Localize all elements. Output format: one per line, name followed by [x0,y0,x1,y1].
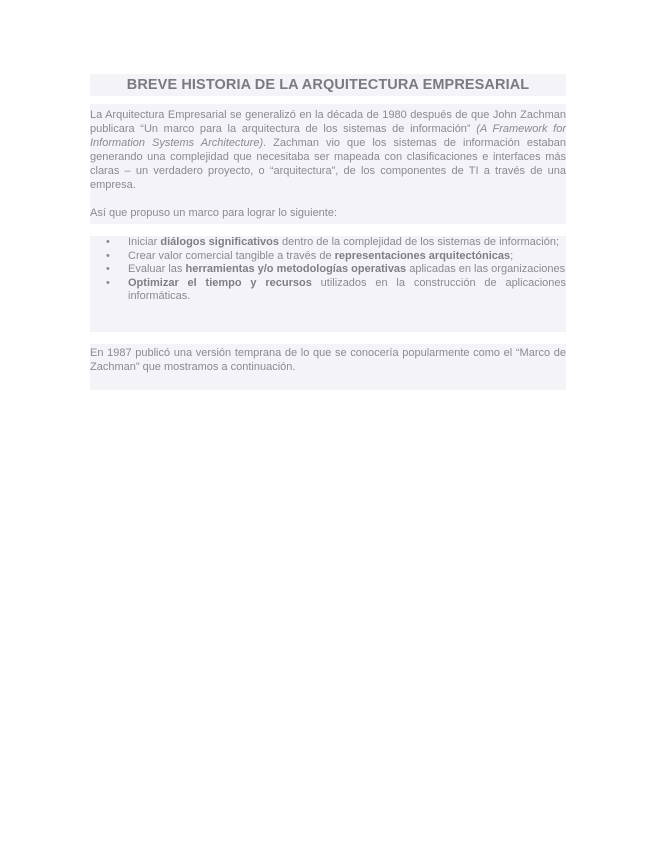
bullet-icon: • [106,263,110,275]
list-item-bold: herramientas y/o metodologías operativas [185,263,407,275]
list-item [106,249,566,264]
intro-section [90,104,566,224]
intro-text-start: La Arquitectura Empresarial se generalizó en la década de 1980 después de que John Zachman publicara “Un marco para la arquitectura de los sistemas de información” [90,109,566,135]
list-item-text: aplicadas en las organizaciones [406,263,566,275]
list-item-text: ; [510,249,514,262]
list-item-bold: representaciones arquitectónicas [334,249,511,262]
list-item-bold: diálogos significativos [160,236,279,248]
closing-section [90,344,566,390]
list-item-text: utilizados en la construcción de aplicaciones informáticas. [128,276,566,302]
list-item [106,236,566,250]
list-item [106,276,566,304]
list-item [106,263,566,277]
closing-paragraph: En 1987 publicó una versión temprana de lo que se conocería popularmente como el “Marco de Zachman” que mostramos a continuación. [90,347,566,373]
bullet-icon: • [106,236,110,248]
list-item-text: Evaluar las [128,263,186,275]
lead-paragraph: Así que propuso un marco para lograr lo siguiente: [90,207,338,219]
intro-italic-title: (A Framework for Information Systems Architecture) [90,123,566,149]
intro-paragraph [90,108,566,192]
list-item-text: Crear valor comercial tangible a través de [128,249,335,262]
objectives-list [90,236,566,332]
bullet-icon: • [106,249,110,262]
intro-text-end: . Zachman vio que los sistemas de información estaban generando una complejidad que necesitaba ser mapeada con clasificaciones e interfaces más claras – un verdadero proyecto, o “arquitectura”, de los componentes de TI a través de una empresa. [90,137,566,191]
bullet-icon: • [106,276,110,289]
list-item-text: Iniciar [128,236,161,248]
page-title: BREVE HISTORIA DE LA ARQUITECTURA EMPRESARIAL [90,74,566,96]
list-item-text: dentro de la complejidad de los sistemas de información; [278,236,560,248]
list-item-bold: Optimizar el tiempo y recursos [128,276,312,289]
